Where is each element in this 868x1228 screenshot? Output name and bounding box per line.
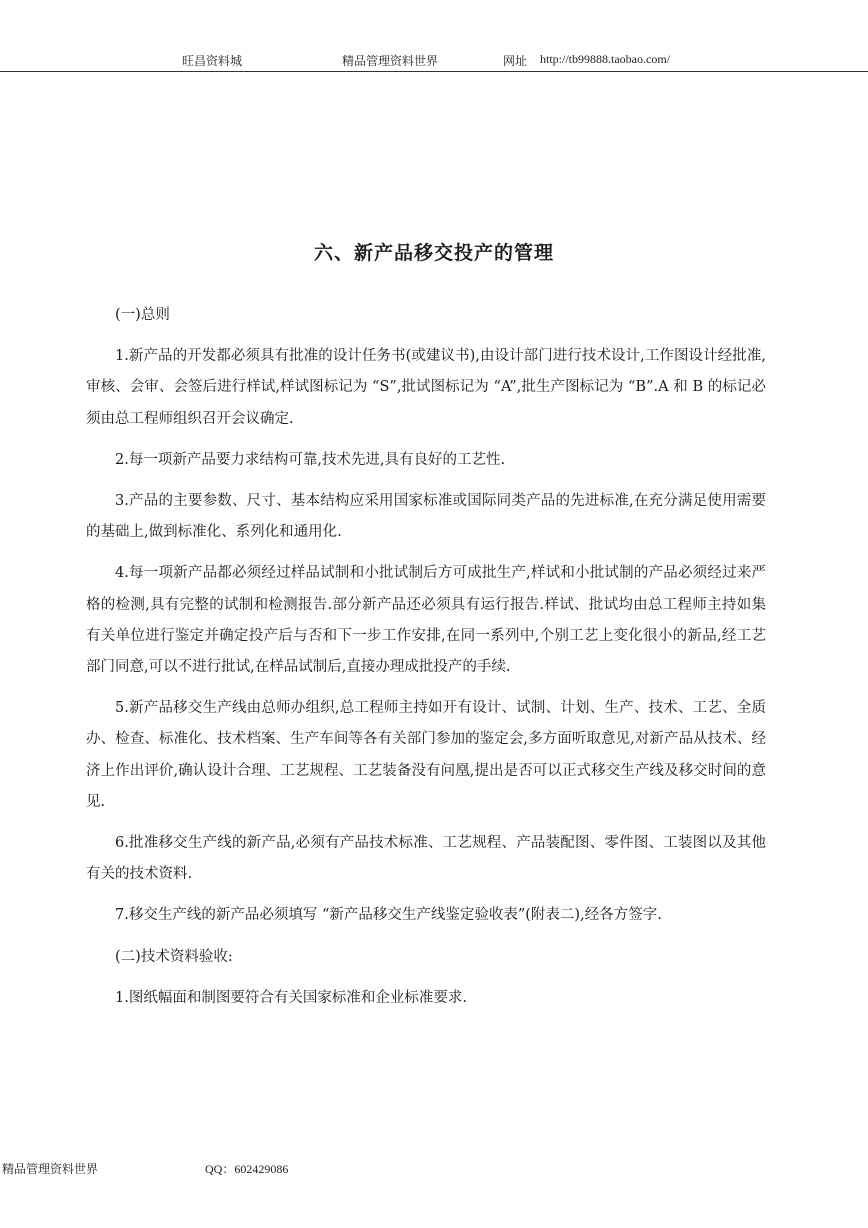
header-shop-name: 旺昌资料城 bbox=[182, 54, 243, 68]
paragraph-item-6: 6.批准移交生产线的新产品,必须有产品技术标准、工艺规程、产品装配图、零件图、工装图以及其他有关的技术资料. bbox=[86, 835, 766, 883]
paragraph-item-7: 7.移交生产线的新产品必须填写 “新产品移交生产线鉴定验收表”(附表二),经各方签字. bbox=[115, 907, 662, 924]
header-site-name: 精品管理资料世界 bbox=[342, 54, 439, 68]
header-url-label: 网址 bbox=[503, 54, 528, 68]
paragraph-item-5: 5.新产品移交生产线由总师办组织,总工程师主持如开有设计、试制、计划、生产、技术、工艺、全质办、检查、标准化、技术档案、生产车间等各有关部门参加的鉴定会,多方面听取意见,对新产品从技术、经济上作出评价,确认设计合理、工艺规程、工艺装备没有问凰,提出是否可以正式移交生产线及移交时间的意见. bbox=[86, 700, 766, 810]
paragraph-item-4: 4.每一项新产品都必须经过样品试制和小批试制后方可成批生产,样试和小批试制的产品必须经过来严格的检测,具有完整的试制和检测报告.部分新产品还必须具有运行报告.样试、批试均由总工程师主持如集有关单位进行鉴定并确定投产后与否和下一步工作安排,在同一系列中,个别工艺上变化很小的新品,经工艺部门同意,可以不进行批试,在样品试制后,直接办理成批投产的手续. bbox=[86, 565, 766, 676]
header-url-link[interactable]: http://tb99888.taobao.com/ bbox=[540, 52, 670, 66]
header-divider bbox=[0, 71, 868, 72]
page-header bbox=[0, 52, 868, 72]
footer-site-name: 精品管理资料世界 bbox=[2, 1162, 99, 1176]
footer-qq-contact: QQ：602429086 bbox=[205, 1162, 289, 1176]
document-body bbox=[86, 300, 766, 1024]
paragraph-item-2: 2.每一项新产品要力求结构可靠,技术先进,具有良好的工艺性. bbox=[115, 451, 506, 468]
document-title: 六、新产品移交投产的管理 bbox=[313, 242, 554, 264]
paragraph-tech-item-1: 1.图纸幅面和制图要符合有关国家标准和企业标准要求. bbox=[115, 989, 467, 1006]
paragraph-item-3: 3.产品的主要参数、尺寸、基本结构应采用国家标准或国际同类产品的先进标准,在充分满足使用需要的基础上,做到标准化、系列化和通用化. bbox=[86, 493, 766, 541]
section-heading-general: (一)总则 bbox=[115, 307, 170, 323]
paragraph-item-1: 1.新产品的开发都必须具有批准的设计任务书(或建议书),由设计部门进行技术设计,工作图设计经批准,审核、会审、会签后进行样试,样试图标记为 “S”,批试图标记为 “A”,批生产图标记为 “B”.A 和 B 的标记必须由总工程师组织召开会议确定. bbox=[86, 348, 766, 427]
section-heading-tech-docs: (二)技术资料验收: bbox=[115, 948, 233, 965]
page-footer bbox=[0, 1160, 868, 1180]
